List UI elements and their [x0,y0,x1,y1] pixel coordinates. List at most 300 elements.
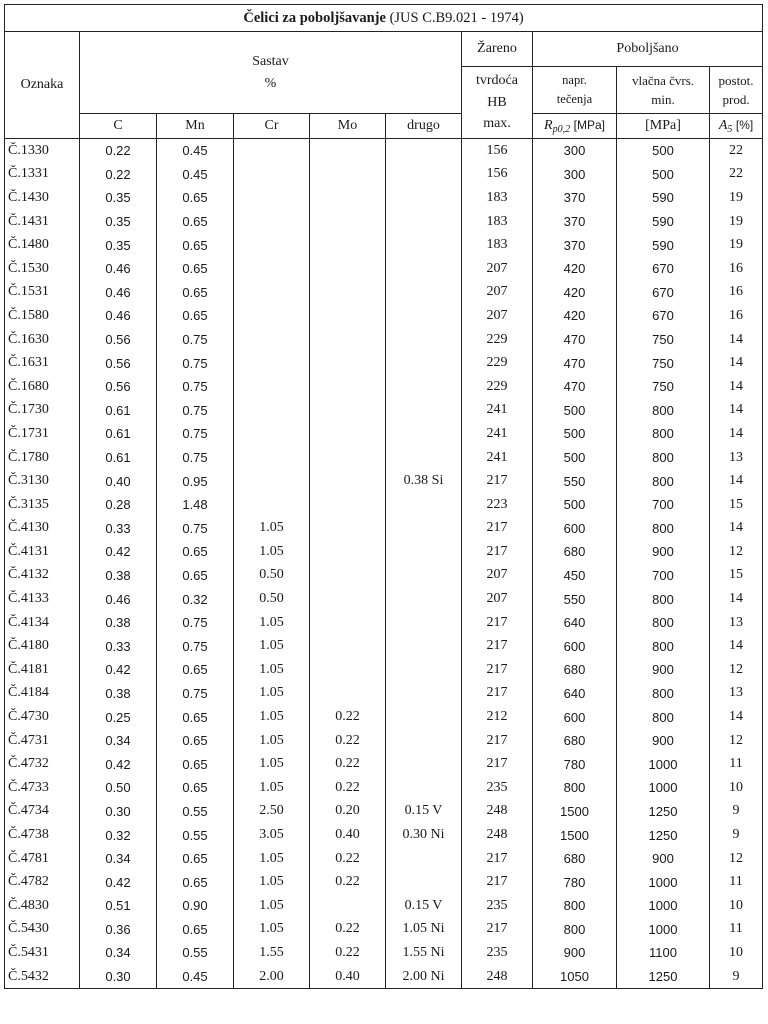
header-cr: Cr [234,114,310,139]
header-max: max. [483,116,511,132]
cell-a5: 13 [710,611,763,635]
cell-rp: 300 [533,139,617,163]
cell-oznaka: Č.1530 [5,257,80,281]
cell-oznaka: Č.4184 [5,682,80,706]
cell-mo [310,233,386,257]
cell-a5: 16 [710,304,763,328]
cell-c: 0.35 [80,233,157,257]
cell-oznaka: Č.5432 [5,965,80,989]
cell-rp: 370 [533,186,617,210]
table-row [5,918,763,942]
cell-rp: 420 [533,257,617,281]
cell-mn: 0.75 [157,351,234,375]
header-postot [710,67,763,114]
cell-drugo [386,351,462,375]
cell-c: 0.28 [80,493,157,517]
cell-mo: 0.22 [310,941,386,965]
cell-cr [234,469,310,493]
cell-oznaka: Č.1730 [5,399,80,423]
cell-rm: 1000 [617,752,710,776]
cell-drugo [386,705,462,729]
cell-hb: 156 [462,163,533,187]
table-row [5,564,763,588]
cell-rm: 670 [617,304,710,328]
cell-cr: 1.05 [234,705,310,729]
cell-drugo [386,375,462,399]
cell-cr: 3.05 [234,823,310,847]
table-row [5,328,763,352]
cell-rm: 900 [617,658,710,682]
table-row [5,776,763,800]
cell-cr: 1.05 [234,682,310,706]
header-row-3 [5,114,763,139]
cell-cr: 1.05 [234,729,310,753]
cell-rp: 500 [533,493,617,517]
cell-drugo [386,210,462,234]
cell-a5: 14 [710,469,763,493]
cell-cr [234,351,310,375]
cell-hb: 207 [462,257,533,281]
cell-rp: 800 [533,894,617,918]
cell-rp: 900 [533,941,617,965]
cell-a5: 16 [710,281,763,305]
cell-mn: 0.65 [157,870,234,894]
cell-cr [234,493,310,517]
header-rp-subscript: p0,2 [552,123,571,135]
cell-mo [310,540,386,564]
table-row [5,281,763,305]
cell-a5: 14 [710,517,763,541]
cell-a5: 22 [710,163,763,187]
cell-mo [310,375,386,399]
cell-drugo [386,634,462,658]
cell-rm: 800 [617,587,710,611]
cell-hb: 217 [462,469,533,493]
cell-rp: 450 [533,564,617,588]
cell-mn: 0.95 [157,469,234,493]
cell-oznaka: Č.1580 [5,304,80,328]
table-row [5,729,763,753]
cell-oznaka: Č.4782 [5,870,80,894]
cell-cr [234,139,310,163]
cell-oznaka: Č.4830 [5,894,80,918]
cell-rm: 800 [617,422,710,446]
cell-hb: 217 [462,847,533,871]
cell-oznaka: Č.4734 [5,800,80,824]
table-row [5,800,763,824]
table-row [5,493,763,517]
table-row [5,682,763,706]
cell-cr: 1.55 [234,941,310,965]
cell-hb: 235 [462,776,533,800]
cell-rp: 420 [533,281,617,305]
cell-rp: 470 [533,351,617,375]
cell-rm: 800 [617,517,710,541]
table-row [5,469,763,493]
cell-c: 0.30 [80,965,157,989]
cell-hb: 212 [462,705,533,729]
cell-hb: 229 [462,328,533,352]
cell-oznaka: Č.1680 [5,375,80,399]
cell-rp: 600 [533,517,617,541]
cell-mo: 0.40 [310,965,386,989]
cell-mn: 0.65 [157,257,234,281]
cell-mo [310,281,386,305]
cell-drugo: 0.30 Ni [386,823,462,847]
cell-oznaka: Č.4132 [5,564,80,588]
cell-mo [310,446,386,470]
table-row [5,186,763,210]
cell-a5: 15 [710,564,763,588]
table-row [5,351,763,375]
cell-rm: 800 [617,399,710,423]
cell-rm: 1250 [617,800,710,824]
cell-rm: 900 [617,729,710,753]
cell-c: 0.42 [80,658,157,682]
cell-rp: 600 [533,634,617,658]
cell-drugo [386,587,462,611]
cell-hb: 217 [462,729,533,753]
table-row [5,823,763,847]
cell-c: 0.46 [80,304,157,328]
cell-a5: 19 [710,186,763,210]
cell-drugo [386,304,462,328]
cell-mo: 0.22 [310,776,386,800]
cell-oznaka: Č.4181 [5,658,80,682]
cell-hb: 229 [462,375,533,399]
cell-rm: 700 [617,564,710,588]
cell-a5: 13 [710,682,763,706]
cell-rm: 1000 [617,918,710,942]
cell-rp: 370 [533,233,617,257]
cell-mo [310,351,386,375]
cell-rm: 800 [617,611,710,635]
cell-mn: 0.55 [157,823,234,847]
cell-rp: 470 [533,375,617,399]
cell-oznaka: Č.4732 [5,752,80,776]
table-row [5,233,763,257]
cell-mn: 0.65 [157,281,234,305]
cell-c: 0.30 [80,800,157,824]
cell-oznaka: Č.4781 [5,847,80,871]
cell-oznaka: Č.1331 [5,163,80,187]
cell-drugo [386,163,462,187]
cell-cr [234,233,310,257]
cell-a5: 19 [710,210,763,234]
cell-hb: 248 [462,965,533,989]
cell-a5: 14 [710,375,763,399]
cell-rp: 680 [533,658,617,682]
cell-hb: 217 [462,918,533,942]
header-sastav-label: Sastav [252,53,289,69]
cell-c: 0.61 [80,422,157,446]
cell-mo [310,163,386,187]
cell-hb: 183 [462,210,533,234]
table-body [5,139,763,989]
cell-hb: 183 [462,233,533,257]
cell-mo [310,564,386,588]
cell-c: 0.56 [80,375,157,399]
cell-mo [310,139,386,163]
cell-c: 0.42 [80,870,157,894]
cell-mn: 0.65 [157,564,234,588]
cell-drugo: 0.15 V [386,894,462,918]
cell-rm: 670 [617,257,710,281]
cell-rm: 1000 [617,870,710,894]
cell-drugo [386,540,462,564]
cell-oznaka: Č.4180 [5,634,80,658]
cell-rm: 800 [617,682,710,706]
cell-hb: 156 [462,139,533,163]
cell-c: 0.38 [80,564,157,588]
cell-rm: 800 [617,705,710,729]
cell-mn: 0.75 [157,328,234,352]
cell-mn: 0.90 [157,894,234,918]
table-row [5,540,763,564]
cell-rp: 1500 [533,823,617,847]
cell-drugo [386,564,462,588]
cell-hb: 235 [462,894,533,918]
cell-hb: 241 [462,446,533,470]
header-rp [533,114,617,139]
cell-drugo [386,682,462,706]
cell-mo [310,257,386,281]
header-postot-label: postot. [718,72,754,88]
header-vlacna-label: vlačna čvrs. [631,72,695,88]
cell-cr [234,304,310,328]
header-a5-symbol: A [718,117,728,133]
header-napr-tecenja [533,67,617,114]
cell-cr: 1.05 [234,658,310,682]
cell-rm: 590 [617,210,710,234]
table-row [5,446,763,470]
cell-rm: 500 [617,163,710,187]
cell-a5: 14 [710,634,763,658]
cell-oznaka: Č.3130 [5,469,80,493]
cell-c: 0.46 [80,257,157,281]
table-row [5,210,763,234]
table-row [5,422,763,446]
cell-hb: 183 [462,186,533,210]
cell-mn: 0.45 [157,163,234,187]
cell-rm: 1250 [617,965,710,989]
cell-mo: 0.22 [310,729,386,753]
cell-mn: 0.65 [157,658,234,682]
cell-oznaka: Č.5431 [5,941,80,965]
cell-c: 0.42 [80,752,157,776]
steel-table-sheet [4,4,762,989]
cell-mo [310,422,386,446]
cell-c: 0.32 [80,823,157,847]
cell-hb: 207 [462,304,533,328]
cell-a5: 10 [710,894,763,918]
cell-rm: 500 [617,139,710,163]
cell-rp: 1500 [533,800,617,824]
cell-c: 0.38 [80,682,157,706]
cell-rp: 600 [533,705,617,729]
cell-rp: 500 [533,446,617,470]
cell-mn: 0.75 [157,422,234,446]
cell-a5: 14 [710,705,763,729]
table-title-bold: Čelici za poboljšavanje [243,9,386,26]
cell-rm: 750 [617,375,710,399]
cell-c: 0.22 [80,139,157,163]
cell-drugo [386,186,462,210]
cell-cr: 1.05 [234,894,310,918]
cell-rp: 780 [533,870,617,894]
cell-cr: 1.05 [234,540,310,564]
cell-oznaka: Č.4738 [5,823,80,847]
cell-drugo: 2.00 Ni [386,965,462,989]
cell-cr: 1.05 [234,847,310,871]
cell-rm: 1000 [617,776,710,800]
cell-a5: 10 [710,941,763,965]
cell-oznaka: Č.4730 [5,705,80,729]
cell-rm: 1250 [617,823,710,847]
cell-a5: 12 [710,729,763,753]
cell-oznaka: Č.4133 [5,587,80,611]
cell-oznaka: Č.4134 [5,611,80,635]
cell-mn: 1.48 [157,493,234,517]
cell-hb: 217 [462,752,533,776]
cell-mn: 0.65 [157,210,234,234]
cell-oznaka: Č.1480 [5,233,80,257]
cell-hb: 207 [462,281,533,305]
header-poboljsano: Poboljšano [533,32,763,67]
cell-drugo [386,328,462,352]
cell-mo [310,587,386,611]
cell-cr: 1.05 [234,517,310,541]
cell-hb: 217 [462,870,533,894]
header-sastav-unit: % [264,75,277,91]
cell-mn: 0.45 [157,139,234,163]
cell-c: 0.46 [80,281,157,305]
cell-drugo [386,281,462,305]
cell-c: 0.40 [80,469,157,493]
table-title-standard: (JUS C.B9.021 - 1974) [385,9,524,26]
cell-mo [310,328,386,352]
cell-a5: 12 [710,658,763,682]
cell-mn: 0.32 [157,587,234,611]
cell-a5: 13 [710,446,763,470]
header-vlacna [617,67,710,114]
cell-mn: 0.55 [157,800,234,824]
cell-rm: 590 [617,233,710,257]
cell-rp: 680 [533,540,617,564]
header-mpa: [MPa] [617,114,710,139]
table-row [5,705,763,729]
cell-c: 0.51 [80,894,157,918]
table-row [5,965,763,989]
cell-cr: 1.05 [234,918,310,942]
table-row [5,375,763,399]
cell-hb: 235 [462,941,533,965]
cell-oznaka: Č.1430 [5,186,80,210]
table-row [5,847,763,871]
cell-drugo: 0.38 Si [386,469,462,493]
header-prod: prod. [722,92,750,107]
cell-cr [234,446,310,470]
header-c: C [80,114,157,139]
cell-a5: 14 [710,422,763,446]
cell-drugo [386,776,462,800]
cell-drugo [386,752,462,776]
cell-oznaka: Č.3135 [5,493,80,517]
cell-hb: 241 [462,422,533,446]
cell-oznaka: Č.1731 [5,422,80,446]
cell-c: 0.33 [80,634,157,658]
cell-c: 0.34 [80,729,157,753]
cell-drugo [386,422,462,446]
table-row [5,894,763,918]
table-row [5,658,763,682]
cell-cr: 2.00 [234,965,310,989]
cell-cr: 1.05 [234,611,310,635]
cell-a5: 10 [710,776,763,800]
cell-mn: 0.65 [157,918,234,942]
cell-hb: 217 [462,682,533,706]
cell-mn: 0.65 [157,304,234,328]
cell-rm: 1100 [617,941,710,965]
cell-cr [234,257,310,281]
cell-drugo [386,517,462,541]
header-oznaka: Oznaka [5,32,80,139]
cell-oznaka: Č.4130 [5,517,80,541]
cell-c: 0.34 [80,847,157,871]
cell-a5: 11 [710,918,763,942]
header-mn: Mn [157,114,234,139]
cell-mo [310,658,386,682]
cell-rp: 500 [533,422,617,446]
cell-cr [234,281,310,305]
cell-rm: 900 [617,847,710,871]
cell-c: 0.36 [80,918,157,942]
cell-drugo [386,257,462,281]
cell-mo [310,682,386,706]
cell-drugo [386,729,462,753]
cell-hb: 248 [462,800,533,824]
cell-cr: 0.50 [234,587,310,611]
cell-c: 0.61 [80,446,157,470]
cell-mn: 0.75 [157,682,234,706]
cell-cr [234,375,310,399]
steel-properties-table [4,4,763,989]
table-row [5,634,763,658]
cell-rm: 900 [617,540,710,564]
cell-c: 0.38 [80,611,157,635]
cell-a5: 12 [710,540,763,564]
cell-mn: 0.75 [157,611,234,635]
cell-mn: 0.75 [157,517,234,541]
cell-mn: 0.75 [157,399,234,423]
cell-c: 0.35 [80,186,157,210]
cell-c: 0.35 [80,210,157,234]
cell-rp: 800 [533,776,617,800]
cell-a5: 22 [710,139,763,163]
header-rp-symbol: R [544,117,553,133]
cell-a5: 12 [710,847,763,871]
cell-mn: 0.65 [157,540,234,564]
cell-drugo [386,658,462,682]
cell-a5: 14 [710,351,763,375]
table-row [5,587,763,611]
header-hb: HB [487,94,507,110]
cell-rm: 590 [617,186,710,210]
header-tvrdoca-label: tvrdoća [476,72,518,88]
cell-mo [310,469,386,493]
cell-mn: 0.75 [157,375,234,399]
cell-rp: 500 [533,399,617,423]
